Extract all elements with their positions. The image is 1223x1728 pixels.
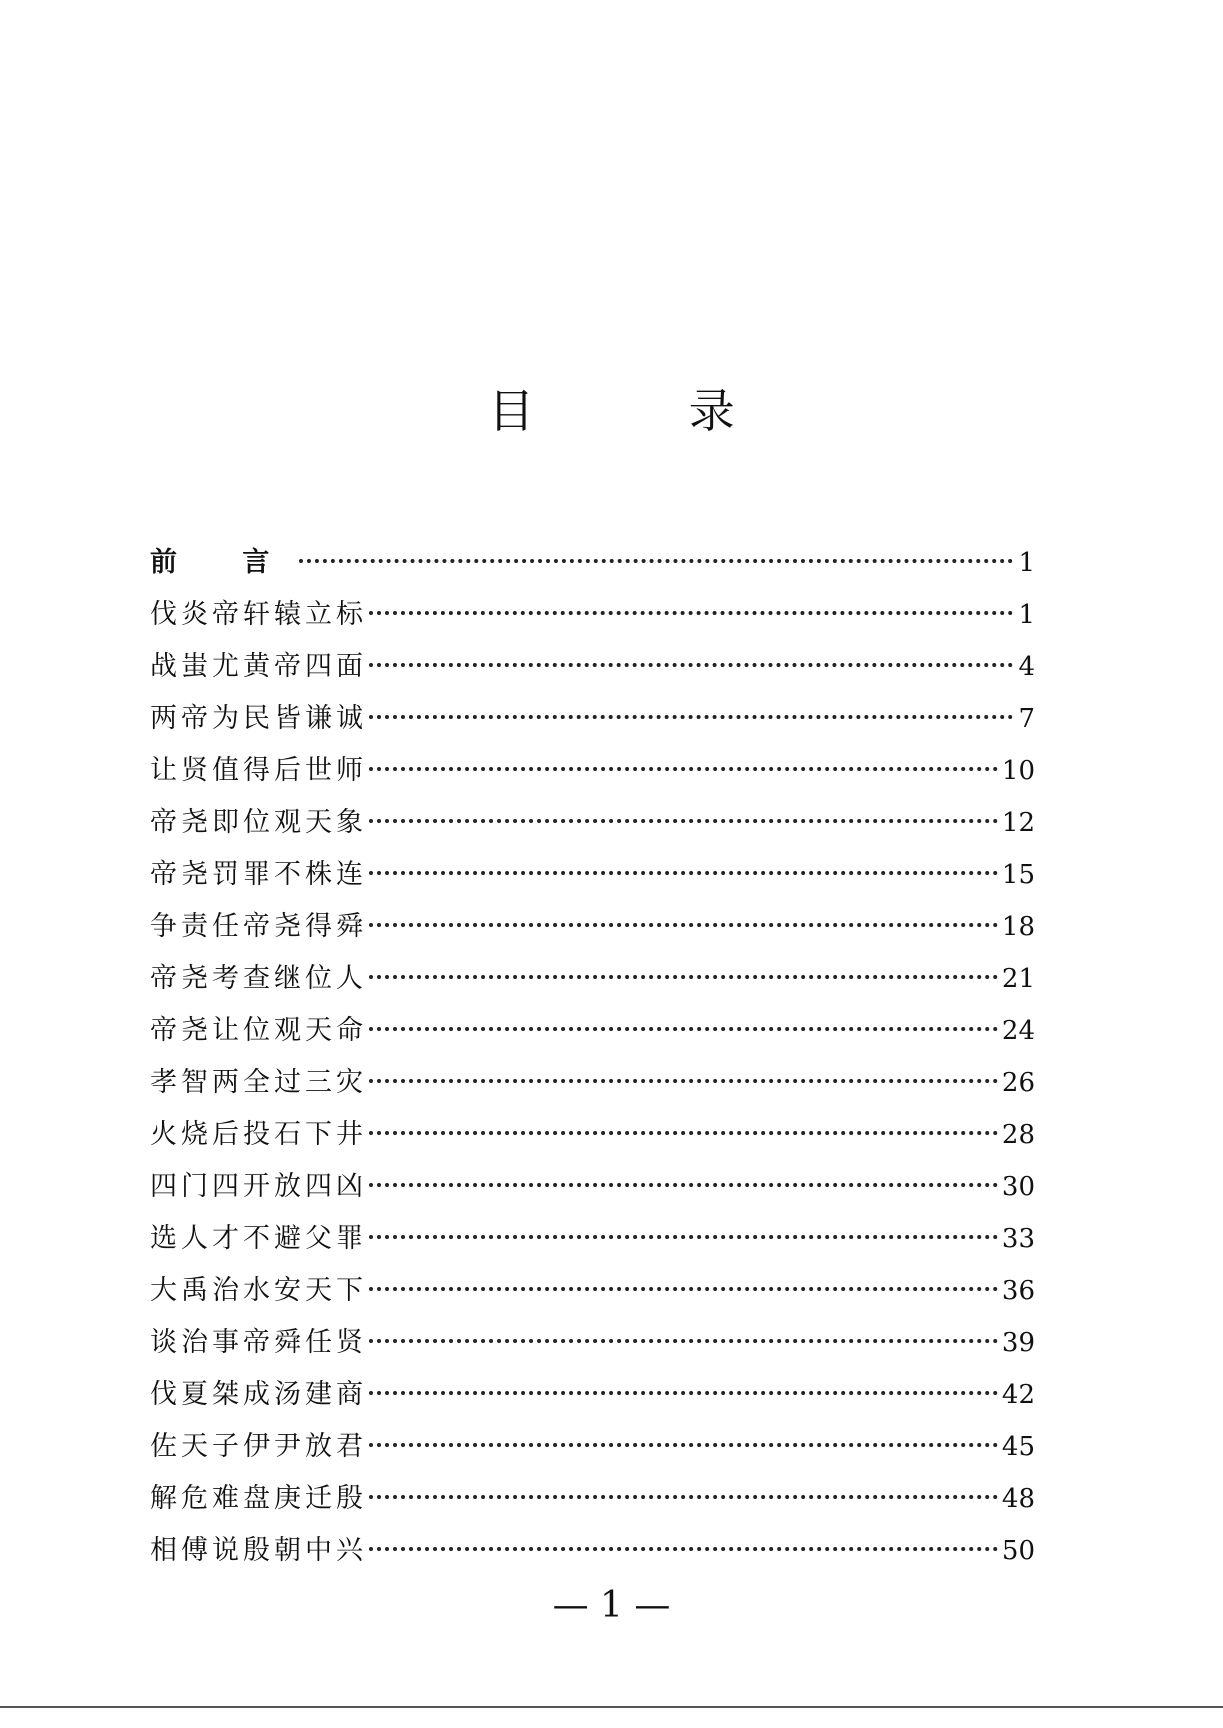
table-of-contents	[150, 540, 1035, 1580]
toc-entry-page: 7	[1018, 704, 1035, 734]
toc-entry-title: 前 言	[150, 547, 298, 578]
toc-entry[interactable]	[150, 904, 1035, 956]
toc-entry-page: 26	[1001, 1068, 1035, 1098]
dot-leader	[369, 975, 998, 979]
dot-leader	[369, 1443, 998, 1447]
toc-entry-title: 四门四开放四凶	[150, 1171, 367, 1202]
dot-leader	[369, 715, 1013, 719]
dot-leader	[369, 1287, 998, 1291]
toc-entry[interactable]	[150, 644, 1035, 696]
dot-leader	[369, 1183, 998, 1187]
toc-entry-title: 孝智两全过三灾	[150, 1067, 367, 1098]
dot-leader	[369, 1079, 998, 1083]
toc-entry[interactable]	[150, 592, 1035, 644]
toc-entry-title: 帝尧让位观天命	[150, 1015, 367, 1046]
toc-entry-title: 火烧后投石下井	[150, 1119, 367, 1150]
dot-leader	[369, 1131, 998, 1135]
toc-entry-page: 12	[1001, 808, 1035, 838]
toc-entry-page: 24	[1001, 1016, 1035, 1046]
toc-entry[interactable]	[150, 1008, 1035, 1060]
toc-entry-page: 4	[1018, 652, 1035, 682]
toc-entry-page: 50	[1001, 1536, 1035, 1566]
dot-leader	[369, 1391, 998, 1395]
toc-entry[interactable]	[150, 1112, 1035, 1164]
toc-entry-page: 30	[1001, 1172, 1035, 1202]
toc-entry-title: 谈治事帝舜任贤	[150, 1327, 367, 1358]
toc-entry-page: 39	[1001, 1328, 1035, 1358]
toc-entry-page: 1	[1018, 548, 1035, 578]
toc-entry-title: 伐炎帝轩辕立标	[150, 599, 367, 630]
toc-entry-page: 33	[1001, 1224, 1035, 1254]
toc-entry-title: 争责任帝尧得舜	[150, 911, 367, 942]
dot-leader	[369, 923, 998, 927]
dot-leader	[369, 1495, 998, 1499]
toc-entry[interactable]	[150, 956, 1035, 1008]
dot-leader	[369, 611, 1013, 615]
toc-entry-title: 帝尧考查继位人	[150, 963, 367, 994]
toc-entry-page: 45	[1001, 1432, 1035, 1462]
bottom-rule	[0, 1706, 1223, 1708]
toc-entry-page: 1	[1018, 600, 1035, 630]
toc-entry-title: 伐夏桀成汤建商	[150, 1379, 367, 1410]
toc-entry-page: 21	[1001, 964, 1035, 994]
toc-entry[interactable]	[150, 748, 1035, 800]
toc-entry[interactable]	[150, 1268, 1035, 1320]
toc-entry-page: 15	[1001, 860, 1035, 890]
dot-leader	[299, 559, 1013, 563]
toc-entry-title: 相傅说殷朝中兴	[150, 1535, 367, 1566]
dot-leader	[369, 819, 998, 823]
toc-entry[interactable]	[150, 1476, 1035, 1528]
toc-entry[interactable]	[150, 1164, 1035, 1216]
toc-entry-title: 大禹治水安天下	[150, 1275, 367, 1306]
page-number: — 1 —	[552, 1585, 671, 1626]
toc-entry-page: 48	[1001, 1484, 1035, 1514]
toc-entry-title: 战蚩尤黄帝四面	[150, 651, 367, 682]
toc-entry[interactable]	[150, 1320, 1035, 1372]
toc-entry-title: 让贤值得后世师	[150, 755, 367, 786]
dot-leader	[369, 663, 1013, 667]
toc-entry-title: 帝尧罚罪不株连	[150, 859, 367, 890]
toc-entry[interactable]	[150, 1216, 1035, 1268]
dot-leader	[369, 1235, 998, 1239]
dot-leader	[369, 1027, 998, 1031]
toc-entry-page: 36	[1001, 1276, 1035, 1306]
toc-entry-page: 18	[1001, 912, 1035, 942]
toc-entry[interactable]	[150, 540, 1035, 592]
toc-entry-page: 10	[1001, 756, 1035, 786]
dot-leader	[369, 871, 998, 875]
toc-entry[interactable]	[150, 800, 1035, 852]
toc-entry[interactable]	[150, 1424, 1035, 1476]
dot-leader	[369, 1339, 998, 1343]
dot-leader	[369, 1547, 998, 1551]
toc-entry[interactable]	[150, 852, 1035, 904]
dot-leader	[369, 767, 998, 771]
toc-entry[interactable]	[150, 1372, 1035, 1424]
toc-entry[interactable]	[150, 1528, 1035, 1580]
toc-entry[interactable]	[150, 1060, 1035, 1112]
toc-entry[interactable]	[150, 696, 1035, 748]
toc-entry-page: 42	[1001, 1380, 1035, 1410]
toc-entry-title: 两帝为民皆谦诚	[150, 703, 367, 734]
toc-entry-title: 选人才不避父罪	[150, 1223, 367, 1254]
toc-heading: 目 录	[488, 384, 805, 438]
toc-entry-title: 解危难盘庚迁殷	[150, 1483, 367, 1514]
toc-entry-title: 佐天子伊尹放君	[150, 1431, 367, 1462]
toc-entry-page: 28	[1001, 1120, 1035, 1150]
toc-entry-title: 帝尧即位观天象	[150, 807, 367, 838]
